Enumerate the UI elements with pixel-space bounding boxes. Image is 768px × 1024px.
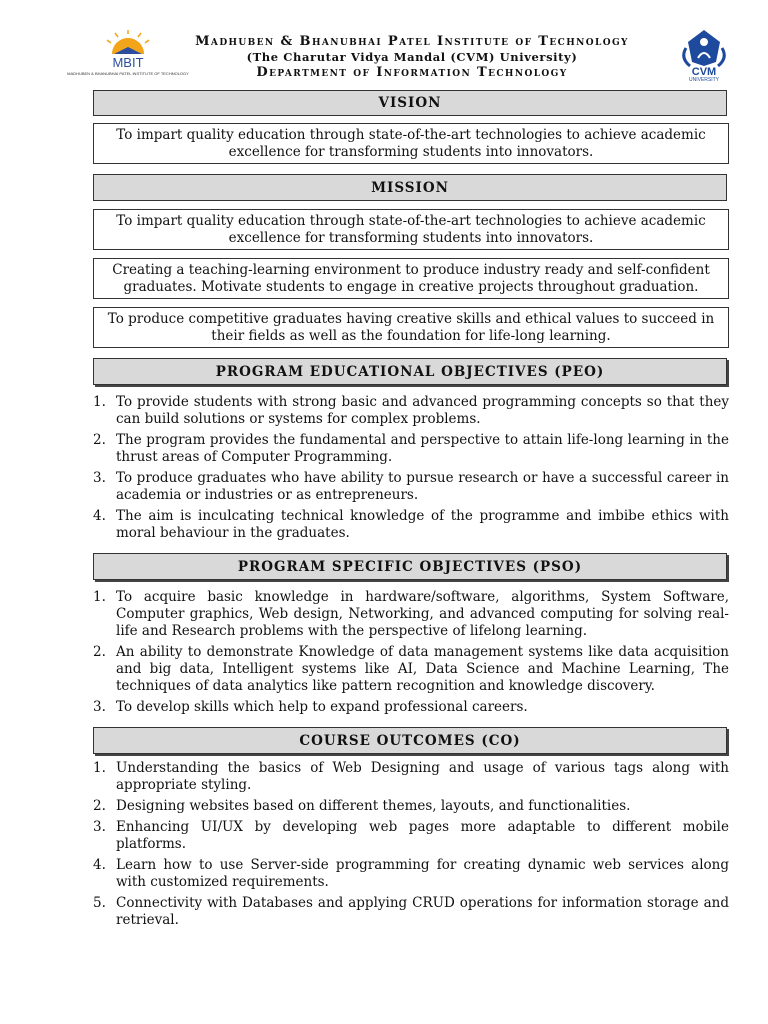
pso-list <box>93 589 729 720</box>
list-item: 4. Learn how to use Server-side programming for creating dynamic web services along with customized requirements. <box>93 857 729 890</box>
page-header <box>0 28 768 84</box>
co-heading: COURSE OUTCOMES (CO) <box>93 727 727 754</box>
mission-item: To produce competitive graduates having creative skills and ethical values to succeed in their fields as well as the foundation for life-long learning. <box>93 307 729 348</box>
mission-item: Creating a teaching-learning environment to produce industry ready and self-confident graduates. Motivate students to engage in creative projects throughout graduation. <box>93 258 729 299</box>
list-item: 2. The program provides the fundamental and perspective to attain life-long learning in the thrust areas of Computer Programming. <box>93 432 729 465</box>
svg-text:MADHUBEN & BHANUBHAI PATEL INS: MADHUBEN & BHANUBHAI PATEL INSTITUTE OF TECHNOLOGY <box>67 71 189 76</box>
list-item: 1. To acquire basic knowledge in hardware/software, algorithms, System Software, Computer graphics, Web design, Networking, and advanced computing for solving real-life and Research problems with the perspective of lifelong learning. <box>93 589 729 639</box>
list-item: 3. Enhancing UI/UX by developing web pages more adaptable to different mobile platforms. <box>93 819 729 852</box>
institute-name: Madhuben & Bhanubhai Patel Institute of Technology <box>195 34 629 49</box>
svg-text:MBIT: MBIT <box>112 55 144 70</box>
peo-heading: PROGRAM EDUCATIONAL OBJECTIVES (PEO) <box>93 358 727 385</box>
list-item: 3. To develop skills which help to expand professional careers. <box>93 699 528 715</box>
vision-text: To impart quality education through state-of-the-art technologies to achieve academic excellence for transforming students into innovators. <box>93 123 729 164</box>
svg-text:UNIVERSITY: UNIVERSITY <box>688 77 720 83</box>
list-item: 2. An ability to demonstrate Knowledge of data management systems like data acquisition and big data, Intelligent systems like AI, Data Science and Machine Learning, The techniques of data analytics like pattern recognition and knowledge discovery. <box>93 644 729 694</box>
peo-list <box>93 394 729 546</box>
cvm-logo <box>676 28 732 82</box>
list-item: 3. To produce graduates who have ability to pursue research or have a successful career in academia or industries or as entrepreneurs. <box>93 470 729 503</box>
mission-heading: MISSION <box>93 174 727 201</box>
mbit-logo <box>67 30 189 82</box>
svg-text:CVM: CVM <box>691 66 717 78</box>
vision-heading: VISION <box>93 90 727 116</box>
list-item: 5. Connectivity with Databases and applying CRUD operations for information storage and retrieval. <box>93 895 729 928</box>
pso-heading: PROGRAM SPECIFIC OBJECTIVES (PSO) <box>93 553 727 580</box>
list-item: 4. The aim is inculcating technical knowledge of the programme and imbibe ethics with moral behaviour in the graduates. <box>93 508 729 541</box>
department-name: Department of Information Technology <box>256 65 568 80</box>
list-item: 1. Understanding the basics of Web Designing and usage of various tags along with appropriate styling. <box>93 760 729 793</box>
co-list <box>93 760 729 933</box>
list-item: 1. To provide students with strong basic and advanced programming concepts so that they can build solutions or systems for complex problems. <box>93 394 729 427</box>
mission-item: To impart quality education through state-of-the-art technologies to achieve academic excellence for transforming students into innovators. <box>93 209 729 250</box>
list-item: 2. Designing websites based on different themes, layouts, and functionalities. <box>93 798 631 814</box>
university-name: (The Charutar Vidya Mandal (CVM) University) <box>246 50 578 64</box>
